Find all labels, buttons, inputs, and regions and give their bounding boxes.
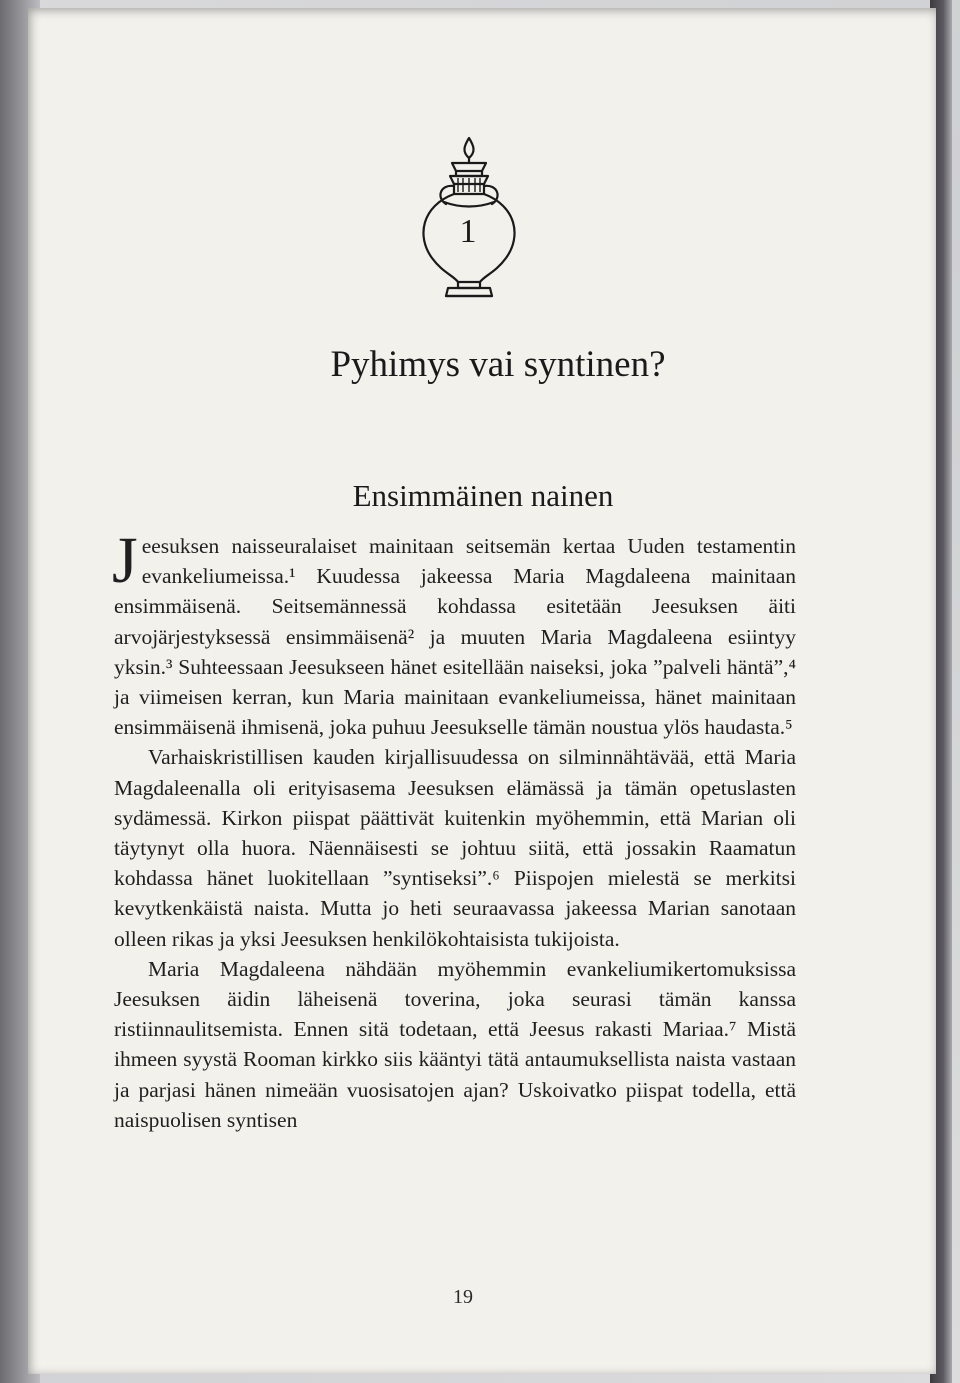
chapter-title: Pyhimys vai syntinen? [330, 344, 666, 385]
body-text [112, 524, 796, 1135]
paragraph-1 [112, 524, 796, 742]
page-number: 19 [453, 1286, 473, 1308]
paragraph-2: Varhaiskristillisen kauden kirjallisuudessa on silminnähtävää, että Maria Magdaleenalla oli erityisasema Jeesuksen elämässä ja tämän opetuslasten sydämessä. Kirkon piispat päättivät kuitenkin myöhemmin, että Marian oli täytynyt olla huora. Näennäisesti se johtuu siitä, että jossakin Raamatun kohdassa hänet luokitellaan ”syntiseksi”.⁶ Piispojen mielestä se merkitsi kevytkenkäistä naista. Mutta jo heti seuraavassa jakeessa Marian sanotaan olleen rikas ja yksi Jeesuksen henkilökohtaisista tukijoista. [114, 745, 796, 951]
chapter-number: 1 [459, 213, 477, 250]
drop-cap: J [112, 524, 138, 597]
book-page [28, 8, 936, 1374]
section-title: Ensimmäinen nainen [352, 478, 614, 513]
paragraph-1-text: eesuksen naisseuralaiset mainitaan seitsemän kertaa Uuden testamentin evankeliumeissa.¹ Kuudessa jakeessa Maria Magdaleena mainitaan ensimmäisenä. Seitsemännessä kohdassa esitetään Jeesuksen äiti arvojärjestyksessä ensimmäisenä² ja muuten Maria Magdaleena esiintyy yksin.³ Suhteessaan Jeesukseen hänet esitellään naiseksi, joka ”palveli häntä”,⁴ ja viimeisen kerran, kun Maria mainitaan evankeliumeissa, hänet mainitaan ensimmäisenä ihmisenä, joka puhuu Jeesukselle tämän noustua ylös haudasta.⁵ [114, 534, 796, 740]
paragraph-3: Maria Magdaleena nähdään myöhemmin evankeliumikertomuksissa Jeesuksen äidin läheisenä toverina, joka seurasi tämän kanssa ristiinnaulitsemista. Ennen sitä todetaan, että Jeesus rakasti Mariaa.⁷ Mistä ihmeen syystä Rooman kirkko siis kääntyi tätä antaumuksellista naista vastaan ja parjasi hänen nimeään vuosisatojen ajan? Uskoivatko piispat todella, että naispuolisen syntisen [114, 956, 796, 1132]
